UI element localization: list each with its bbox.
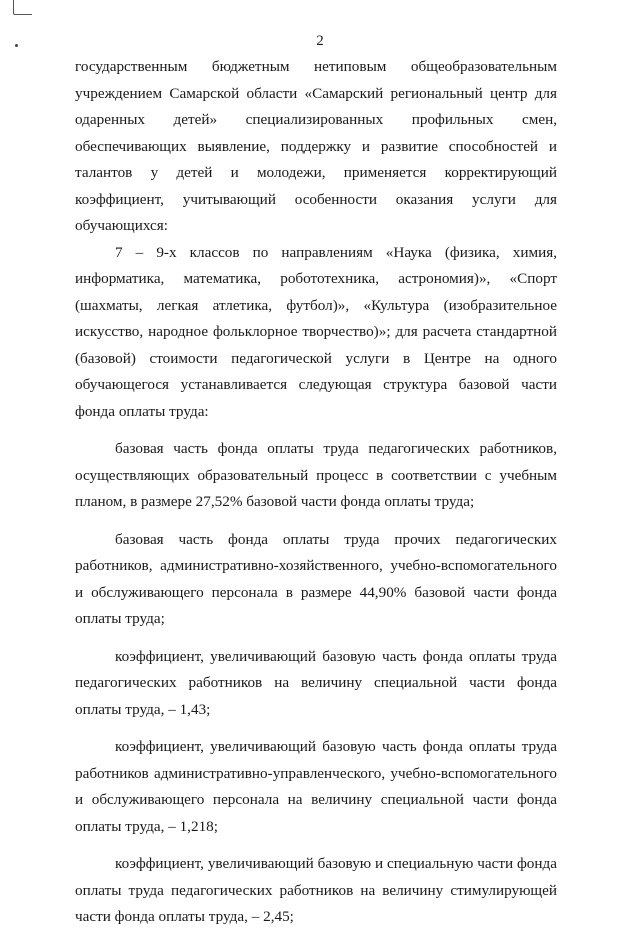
paragraph-intro: государственным бюджетным нетиповым общеобразовательным учреждением Самарской области «Самарский региональный центр для одаренных детей» специализированных профильных смен, обеспечивающих выявление, поддержку и развитие способностей и талантов у детей и молодежи, применяется корректирующий коэффициент, учитывающий особенности оказания услуги для обучающихся: xyxy=(75,58,557,234)
paragraph-coefficient-incentive: коэффициент, увеличивающий базовую и специальную части фонда оплаты труда педагогических работников на величину стимулирующей части фонда оплаты труда, – 2,45; xyxy=(75,855,557,925)
page-number: 2 xyxy=(316,33,324,49)
paragraph-base-other-staff: базовая часть фонда оплаты труда прочих педагогических работников, административно-хозяйственного, учебно-вспомогательного и обслуживающего персонала в размере 44,90% базовой части фонда оплаты труда; xyxy=(75,530,557,627)
paragraph-coefficient-admin: коэффициент, увеличивающий базовую часть фонда оплаты труда работников административно-управленческого, учебно-вспомогательного и обслуживающего персонала на величину специальной части фонда оплаты труда, – 1,218; xyxy=(75,738,557,835)
paragraph-grades: 7 – 9-х классов по направлениям «Наука (физика, химия, информатика, математика, робототехника, астрономия)», «Спорт (шахматы, легкая атлетика, футбол)», «Культура (изобразительное искусство, народное фольклорное творчество)»; для расчета стандартной (базовой) стоимости педагогической услуги в Центре на одного обучающегося устанавливается следующая структура базовой части фонда оплаты труда: xyxy=(75,243,557,420)
paragraph-coefficient-teachers: коэффициент, увеличивающий базовую часть фонда оплаты труда педагогических работников на величину специальной части фонда оплаты труда, – 1,43; xyxy=(75,647,557,718)
document-body xyxy=(75,54,557,931)
paragraph-base-teachers: базовая часть фонда оплаты труда педагогических работников, осуществляющих образовательный процесс в соответствии с учебным планом, в размере 27,52% базовой части фонда оплаты труда; xyxy=(75,440,557,510)
scan-corner-mark xyxy=(13,0,32,15)
